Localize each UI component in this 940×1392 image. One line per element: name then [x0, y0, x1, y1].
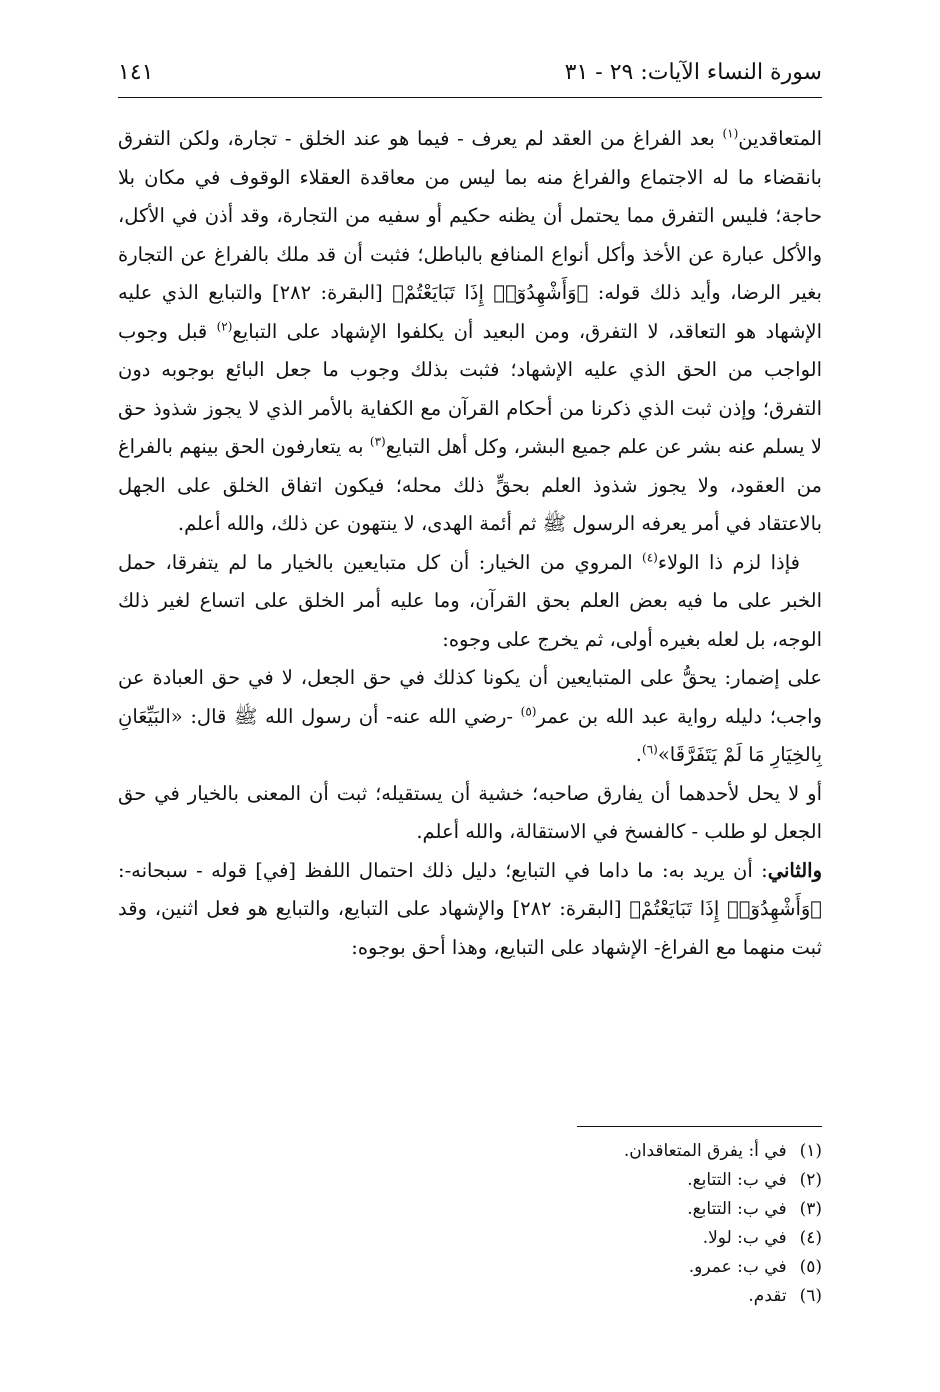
footnote-item [422, 1195, 822, 1224]
paragraph-text: بعد الفراغ من العقد لم يعرف - فيما هو عند الخلق - تجارة، ولكن التفرق بانقضاء ما له الاجتماع والفراغ منه بما ليس من معاقدة العقلاء الوقوف في مكان بلا حاجة؛ فليس التفرق مما يحتمل أن يظنه حكيم أو سفيه من التجارة، وقد أذن في الأكل، والأكل عبارة عن الأخذ وأكل أنواع المنافع بالباطل؛ فثبت أن قد ملك بالفراغ عن التجارة بغير الرضا، وأيد ذلك قوله: ﴿وَأَشْهِدُوٓا۟ إِذَا تَبَايَعْتُمْ﴾ [البقرة: ٢٨٢] والتبايع الذي عليه الإشهاد هو التعاقد، لا التفرق، ومن البعيد أن يكلفوا الإشهاد على التبايع [118, 127, 822, 343]
paragraph-text: -رضي الله عنه- أن رسول الله ﷺ قال: «البَيِّعَانِ بِالخِيَارِ مَا لَمْ يَتَفَرَّقَا» [118, 704, 822, 766]
footnote-number: (١) [799, 1141, 822, 1161]
footnote-text: في ب: لولا. [702, 1228, 792, 1248]
footnote-item [422, 1253, 822, 1282]
page-number: ١٤١ [118, 60, 154, 85]
footnote-number: (٤) [799, 1228, 822, 1248]
footnote-number: (٥) [799, 1257, 822, 1277]
paragraph [118, 544, 822, 660]
header-divider [118, 97, 822, 98]
footnote-item [422, 1224, 822, 1253]
footnote-text: في ب: عمرو. [688, 1257, 792, 1277]
footnote-marker: (٦) [642, 742, 658, 757]
footnote-marker: (٤) [642, 550, 658, 564]
main-text [118, 120, 822, 967]
footnote-text: في أ: يفرق المتعاقدان. [623, 1141, 792, 1161]
paragraph [118, 775, 822, 852]
footnote-text: في ب: التتابع. [687, 1170, 792, 1190]
paragraph [118, 852, 822, 968]
footnote-marker: (١) [722, 126, 739, 141]
footnote-text: في ب: التتابع. [687, 1199, 792, 1219]
paragraph-text: . [635, 743, 642, 766]
running-title: سورة النساء الآيات: ٢٩ - ٣١ [564, 60, 822, 85]
footnote-item [422, 1166, 822, 1195]
paragraph-text: : أن يريد به: ما داما في التبايع؛ دليل ذلك احتمال اللفظ [في] قوله - سبحانه-: ﴿وَأَشْهِدُوٓا۟ إِذَا تَبَايَعْتُمْ﴾ [البقرة: ٢٨٢] والإشهاد على التبايع، والتبايع هو فعل اثنين، وقد ثبت منهما مع الفراغ- الإشهاد على التبايع، وهذا أحق بوجوه: [118, 858, 822, 959]
paragraph-text: المتعاقدين [738, 127, 822, 150]
footnotes [422, 1137, 822, 1311]
footnote-marker: (٣) [369, 434, 386, 449]
footnote-text: تقدم. [748, 1286, 792, 1306]
footnote-divider [577, 1126, 822, 1127]
paragraph-lead: والثاني [767, 858, 822, 882]
footnote-item [422, 1282, 822, 1311]
footnote-number: (٢) [799, 1170, 822, 1190]
paragraph-text: المروي من الخيار: أن كل متبايعين بالخيار ما لم يتفرقا، حمل الخبر على ما فيه بعض العلم بحق القرآن، وما عليه أمر الخلق على اتساع لغير ذلك الوجه، بل لعله بغيره أولى، ثم يخرج على وجوه: [118, 550, 822, 651]
paragraph-text: على إضمار: يحقُّ على المتبايعين أن يكونا كذلك في حق الجعل، لا في حق العبادة عن واجب؛ دليله رواية عبد الله بن عمر [118, 666, 822, 728]
footnote-item [422, 1137, 822, 1166]
footnote-number: (٣) [799, 1199, 822, 1219]
running-header [118, 58, 822, 94]
paragraph-text: قبل وجوب الواجب من الحق الذي عليه الإشهاد؛ فثبت بذلك وجوب ما جعل البائع بوجوبه دون التفرق؛ وإذن ثبت الذي ذكرنا من أحكام القرآن مع الكفاية بالأمر الذي لا يجوز شذوذ حق لا يسلم عنه بشر عن علم جميع البشر، وكل أهل التبايع [118, 319, 822, 458]
paragraph-text: به يتعارفون الحق بينهم بالفراغ من العقود، ولا يجوز شذوذ العلم بحقٍّ ذلك محله؛ فيكون اتفاق الخلق على الجهل بالاعتقاد في أمر يعرفه الرسول ﷺ ثم أئمة الهدى، لا ينتهون عن ذلك، والله أعلم. [118, 435, 822, 535]
paragraph-text: أو لا يحل لأحدهما أن يفارق صاحبه؛ خشية أن يستقيله؛ ثبت أن المعنى بالخيار في حق الجعل لو طلب - كالفسخ في الاستقالة، والله أعلم. [118, 781, 822, 843]
footnote-marker: (٢) [216, 319, 233, 333]
paragraph [118, 659, 822, 775]
footnote-number: (٦) [799, 1286, 822, 1306]
paragraph [118, 120, 822, 544]
paragraph-text: فإذا لزم ذا الولاء [657, 550, 800, 574]
footnote-marker: (٥) [520, 704, 537, 718]
